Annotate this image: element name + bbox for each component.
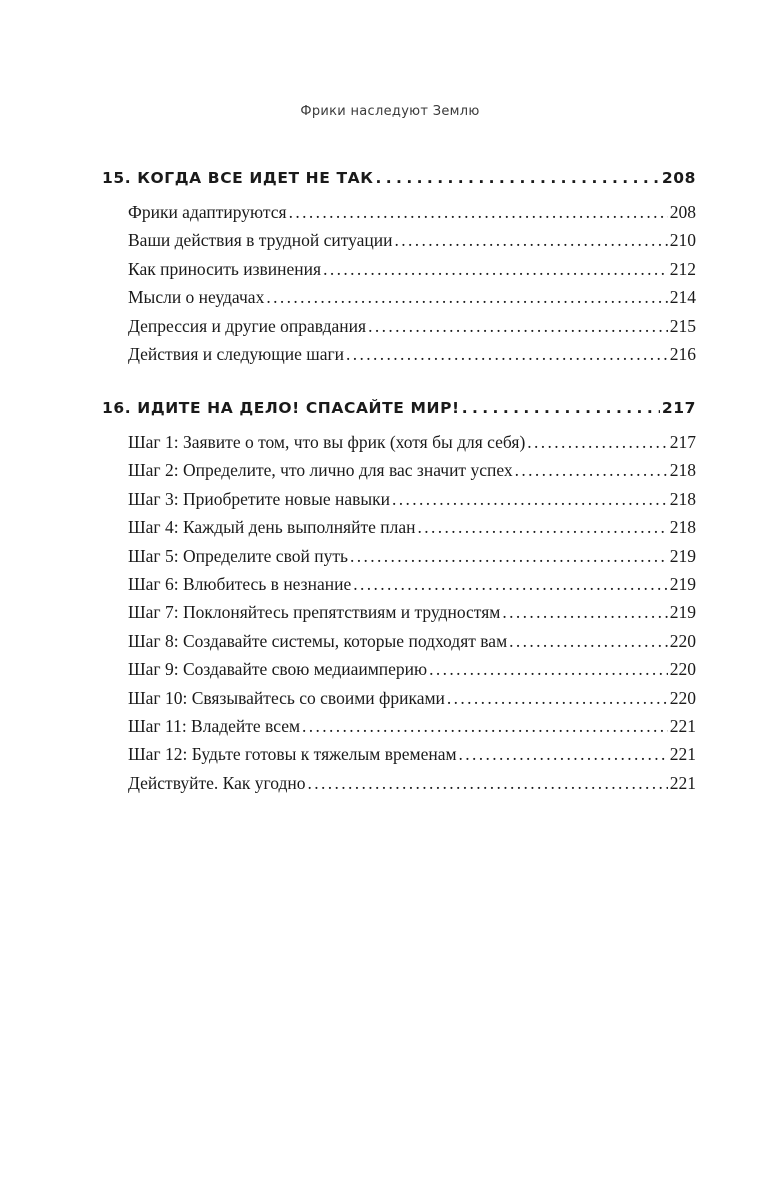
chapter-16 xyxy=(102,394,696,797)
entry-page-number: 218 xyxy=(669,460,696,481)
dot-leader xyxy=(308,769,668,797)
entry-title: Шаг 8: Создавайте системы, которые подходят вам xyxy=(128,630,508,651)
entry-title: Шаг 6: Влюбитесь в незнание xyxy=(128,573,352,594)
entry-page-number: 214 xyxy=(669,287,696,308)
dot-leader xyxy=(266,283,667,311)
dot-leader xyxy=(395,226,668,254)
entry-title: Шаг 10: Связывайтесь со своими фриками xyxy=(128,687,445,708)
dot-leader xyxy=(459,740,668,768)
toc-entry[interactable] xyxy=(128,570,696,598)
entry-title: Шаг 9: Создавайте свою медиаимперию xyxy=(128,659,428,680)
dot-leader xyxy=(375,164,659,192)
dot-leader xyxy=(353,570,668,598)
entry-page-number: 220 xyxy=(669,630,696,651)
dot-leader xyxy=(527,428,667,456)
toc-entry[interactable] xyxy=(128,513,696,541)
dot-leader xyxy=(392,485,668,513)
entry-page-number: 219 xyxy=(669,545,696,566)
toc-entry[interactable] xyxy=(128,598,696,626)
entry-page-number: 217 xyxy=(669,432,696,452)
toc-entry[interactable] xyxy=(128,655,696,683)
chapter-heading[interactable] xyxy=(102,394,696,422)
chapter-page-number: 208 xyxy=(661,169,696,187)
dot-leader xyxy=(289,198,668,226)
toc-entry[interactable] xyxy=(128,712,696,740)
entry-page-number: 216 xyxy=(669,343,696,364)
dot-leader xyxy=(323,255,668,283)
dot-leader xyxy=(515,456,668,484)
toc-entry[interactable] xyxy=(128,684,696,712)
entry-page-number: 212 xyxy=(669,258,696,279)
entry-page-number: 221 xyxy=(669,744,696,765)
chapter-page-number: 217 xyxy=(661,399,696,417)
toc-entry[interactable] xyxy=(128,740,696,768)
entry-title: Действуйте. Как угодно xyxy=(128,772,306,793)
chapter-heading[interactable] xyxy=(102,164,696,192)
entry-title: Мысли о неудачах xyxy=(128,287,265,308)
toc-entry[interactable] xyxy=(128,226,696,254)
toc-entry[interactable] xyxy=(128,255,696,283)
chapter-title: 15. КОГДА ВСЕ ИДЕТ НЕ ТАК xyxy=(102,169,374,187)
entry-page-number: 221 xyxy=(669,715,696,736)
entry-title: Шаг 12: Будьте готовы к тяжелым временам xyxy=(128,744,457,765)
dot-leader xyxy=(368,312,668,340)
dot-leader xyxy=(302,712,668,740)
toc-entry[interactable] xyxy=(128,456,696,484)
toc-entry[interactable] xyxy=(128,542,696,570)
dot-leader xyxy=(350,542,668,570)
toc-entry[interactable] xyxy=(128,312,696,340)
dot-leader xyxy=(502,598,667,626)
entry-page-number: 218 xyxy=(669,488,696,509)
dot-leader xyxy=(346,340,668,368)
dot-leader xyxy=(462,394,660,422)
toc-entry[interactable] xyxy=(128,769,696,797)
dot-leader xyxy=(429,655,668,683)
entry-page-number: 215 xyxy=(669,315,696,336)
toc-entry[interactable] xyxy=(128,627,696,655)
entry-page-number: 221 xyxy=(669,772,696,793)
running-head: Фрики наследуют Землю xyxy=(300,104,480,119)
entry-title: Действия и следующие шаги xyxy=(128,343,345,364)
chapter-entries xyxy=(102,428,696,797)
entry-page-number: 220 xyxy=(669,687,696,708)
toc-entry[interactable] xyxy=(128,428,696,456)
toc-entry[interactable] xyxy=(128,283,696,311)
entry-page-number: 220 xyxy=(669,659,696,680)
entry-title: Шаг 11: Владейте всем xyxy=(128,715,301,736)
toc-entry[interactable] xyxy=(128,340,696,368)
entry-page-number: 219 xyxy=(669,602,696,623)
entry-page-number: 218 xyxy=(669,517,696,538)
dot-leader xyxy=(418,513,668,541)
entry-page-number: 208 xyxy=(669,202,696,222)
entry-title: Депрессия и другие оправдания xyxy=(128,315,367,336)
chapter-15 xyxy=(102,164,696,368)
chapter-title: 16. ИДИТЕ НА ДЕЛО! СПАСАЙТЕ МИР! xyxy=(102,399,460,417)
dot-leader xyxy=(509,627,668,655)
entry-title: Шаг 5: Определите свой путь xyxy=(128,545,348,566)
entry-title: Шаг 1: Заявите о том, что вы фрик (хотя бы для себя) xyxy=(128,432,526,452)
entry-title: Шаг 3: Приобретите новые навыки xyxy=(128,488,390,509)
entry-title: Фрики адаптируются xyxy=(128,202,287,222)
entry-title: Как приносить извинения xyxy=(128,258,322,279)
entry-title: Шаг 7: Поклоняйтесь препятствиям и трудностям xyxy=(128,602,501,623)
entry-page-number: 219 xyxy=(669,573,696,594)
entry-title: Шаг 4: Каждый день выполняйте план xyxy=(128,517,416,538)
entry-title: Шаг 2: Определите, что лично для вас значит успех xyxy=(128,460,513,481)
dot-leader xyxy=(447,684,668,712)
entry-page-number: 210 xyxy=(669,230,696,251)
entry-title: Ваши действия в трудной ситуации xyxy=(128,230,393,251)
toc-entry[interactable] xyxy=(128,485,696,513)
toc-entry[interactable] xyxy=(128,198,696,226)
chapter-entries xyxy=(102,198,696,368)
